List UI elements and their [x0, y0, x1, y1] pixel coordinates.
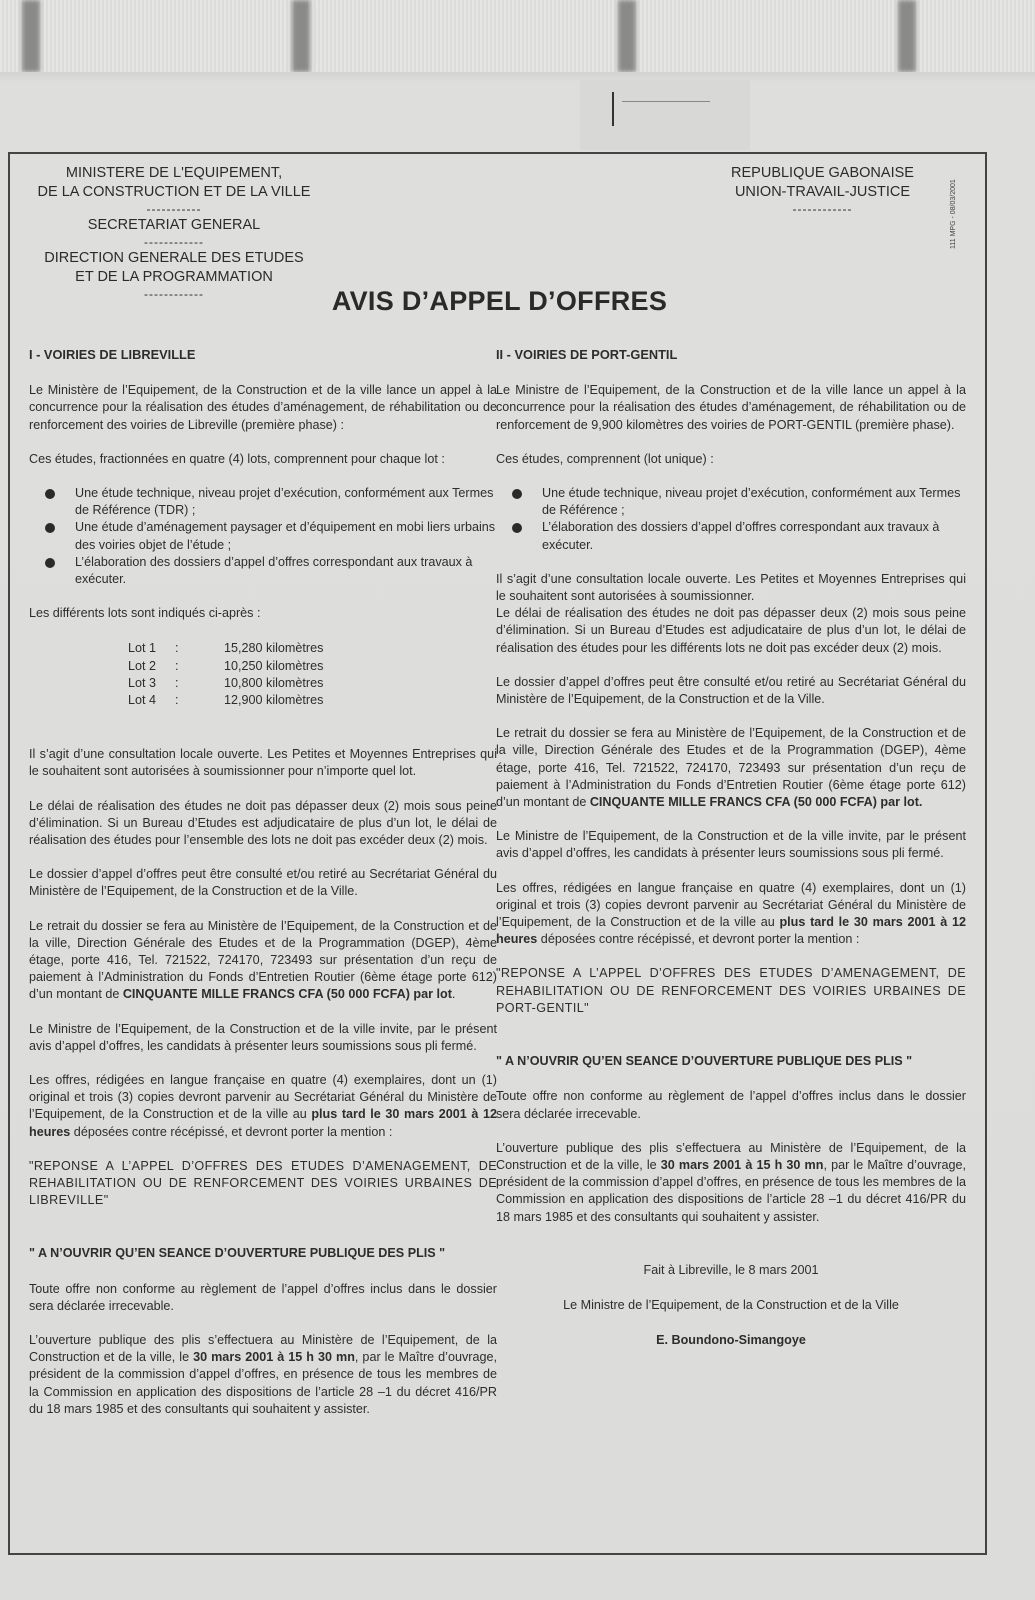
non-conforme-paragraph: Toute offre non conforme au règlement de l’appel d’offres inclus dans le dossier sera déclarée irrecevable. — [29, 1281, 497, 1313]
lot-length: 15,280 kilomètres — [224, 641, 324, 656]
submission-deadline: plus tard le 30 mars 2001 à 12 heures — [29, 1107, 497, 1139]
republic-header — [715, 164, 930, 216]
opening-date: 30 mars 2001 à 15 h 30 mn — [660, 1157, 824, 1172]
lot-row — [128, 640, 497, 657]
lot-separator: : — [175, 641, 179, 656]
offres-end: déposées contre récépissé, et devront porter la mention : — [537, 932, 860, 947]
list-item: L’élaboration des dossiers d’appel d’offres correspondant aux travaux à exécuter. — [75, 554, 497, 588]
ministry-header — [24, 164, 324, 301]
intro-paragraph: Le Ministre de l’Equipement, de la Construction et de la ville lance un appel à la concurrence pour la réalisation des études d’aménagement, de réhabilitation ou de renforcement de 9,900 kilomètres des voiries de PORT-GENTIL (première phase). — [496, 383, 966, 432]
fee-amount: CINQUANTE MILLE FRANCS CFA (50 000 FCFA) par lot — [122, 987, 452, 1002]
scan-shadow — [292, 0, 310, 72]
notice-title: AVIS D’APPEL D’OFFRES — [331, 286, 668, 316]
list-item: Une étude d’aménagement paysager et d’équipement en mobi liers urbains des voiries objet de l’étude ; — [75, 519, 497, 553]
motto: UNION-TRAVAIL-JUSTICE — [734, 184, 911, 200]
do-not-open-notice: " A N’OUVRIR QU’EN SEANCE D’OUVERTURE PUBLIQUE DES PLIS " — [496, 1054, 913, 1069]
list-item: Une étude technique, niveau projet d’exécution, conformément aux Termes de Référence (TDR) ; — [75, 485, 497, 519]
lot-name: Lot 1 — [128, 641, 157, 656]
do-not-open-notice: " A N’OUVRIR QU’EN SEANCE D’OUVERTURE PUBLIQUE DES PLIS " — [29, 1246, 446, 1261]
invite-paragraph: Le Ministre de l’Equipement, de la Construction et de la ville invite, par le présent avis d’appel d’offres, les candidats à présenter leurs soumissions sous pli fermé. — [496, 829, 966, 861]
section-heading: II - VOIRIES DE PORT-GENTIL — [496, 347, 678, 362]
deadline-paragraph: Le délai de réalisation des études ne doit pas dépasser deux (2) mois sous peine d’élimination. Si un Bureau d’Etudes est adjudicataire de plus d’un lot, le délai de réalisation des études pour l’ensemble des lots ne doit pas excéder deux (2) mois. — [29, 798, 497, 847]
direction-line2: ET DE LA PROGRAMMATION — [75, 269, 273, 285]
envelope-mention: "REPONSE A L’APPEL D’OFFRES DES ETUDES D’AMENAGEMENT, DE REHABILITATION OU DE RENFORCEMENT DES VOIRIES URBAINES DE PORT-GENTIL" — [496, 966, 966, 1015]
consultation-paragraph: Il s’agit d’une consultation locale ouverte. Les Petites et Moyennes Entreprises qui le souhaitent sont autorisées à soumissionner. — [496, 571, 966, 604]
tape-strip — [580, 80, 750, 150]
direction-line1: DIRECTION GENERALE DES ETUDES — [44, 250, 304, 266]
lots-intro: Ces études, fractionnées en quatre (4) lots, comprennent pour chaque lot : — [29, 451, 445, 466]
separator: ------------ — [792, 202, 853, 216]
envelope-mention: "REPONSE A L’APPEL D’OFFRES DES ETUDES D’AMENAGEMENT, DE REHABILITATION OU DE RENFORCEMENT DES VOIRIES URBAINES DE LIBREVILLE" — [29, 1158, 497, 1208]
scan-shadow — [618, 0, 636, 72]
offres-text: Les offres, rédigées en langue française en quatre (4) exemplaires, dont un (1) original et trois (3) copies devront parvenir au Secrétariat Général du Ministère de l’Equipement, de la Construction et de la ville au — [496, 880, 966, 930]
ouverture-text: L’ouverture publique des plis s’effectuera au Ministère de l’Equipement, de la Construction et de la ville, le — [496, 1140, 966, 1172]
lot-length: 10,250 kilomètres — [224, 658, 324, 673]
separator: ------------ — [144, 235, 204, 249]
lot-length: 12,900 kilomètres — [224, 693, 324, 707]
offres-paragraph — [29, 1072, 497, 1141]
lots-label: Les différents lots sont indiqués ci-après : — [29, 606, 261, 621]
non-conforme-paragraph: Toute offre non conforme au règlement de l’appel d’offres inclus dans le dossier sera déclarée irrecevable. — [496, 1089, 966, 1121]
lot-separator: : — [175, 675, 179, 690]
ouverture-end: , par le Maître d’ouvrage, président de la commission d’appel d’offres, en présence de tous les membres de la Commission en application des dispositions de l’article 28 –1 du décret 416/PR du 18 mars 1985 et des consultants qui souhaitent y assister. — [496, 1157, 966, 1224]
secretariat: SECRETARIAT GENERAL — [87, 217, 261, 233]
invite-paragraph: Le Ministre de l’Equipement, de la Construction et de la ville invite, par le présent avis d’appel d’offres, les candidats à présenter leurs soumissions sous pli fermé. — [29, 1021, 497, 1053]
fee-amount: CINQUANTE MILLE FRANCS CFA (50 000 FCFA) par lot. — [589, 795, 923, 810]
scan-shadow — [898, 0, 916, 72]
retrait-end: . — [451, 987, 456, 1002]
intro-paragraph: Le Ministère de l’Equipement, de la Construction et de la ville lance un appel à la concurrence pour la réalisation des études d’aménagement, de réhabilitation ou de renforcement des voiries de Libreville (première phase) : — [29, 383, 497, 432]
ouverture-paragraph — [29, 1332, 497, 1418]
section-port-gentil — [496, 346, 966, 1367]
tender-notice-frame — [8, 152, 987, 1555]
offres-text: Les offres, rédigées en langue française en quatre (4) exemplaires, dont un (1) original et trois (3) copies devront parvenir au Secrétariat Général du Ministère de l’Equipement, de la Construction et de la ville au — [29, 1073, 497, 1122]
study-list — [29, 485, 497, 588]
list-item: Une étude technique, niveau projet d’exécution, conformément aux Termes de Référence ; — [542, 485, 966, 519]
offres-end: déposées contre récépissé, et devront porter la mention : — [70, 1124, 393, 1139]
lots-table — [29, 640, 497, 709]
separator: ----------- — [146, 202, 202, 216]
publication-stamp: 111 MPG - 08/03/2001 — [950, 179, 957, 249]
offres-paragraph — [496, 880, 966, 949]
lots-intro: Ces études, comprennent (lot unique) : — [496, 451, 714, 466]
dossier-paragraph: Le dossier d’appel d’offres peut être consulté et/ou retiré au Secrétariat Général du Ministère de l’Equipement, de la Construction et de la Ville. — [496, 674, 966, 707]
lot-separator: : — [175, 658, 179, 673]
lot-length: 10,800 kilomètres — [224, 675, 324, 690]
lot-row — [128, 692, 497, 709]
lot-name: Lot 2 — [128, 658, 157, 673]
opening-date: 30 mars 2001 à 15 h 30 mn — [193, 1350, 355, 1365]
retrait-paragraph — [29, 918, 497, 1004]
signatory-name: E. Boundono-Simangoye — [656, 1333, 806, 1348]
separator: ------------ — [144, 287, 204, 301]
signatory-role: Le Ministre de l’Equipement, de la Construction et de la Ville — [563, 1297, 899, 1312]
place-date: Fait à Libreville, le 8 mars 2001 — [643, 1262, 819, 1277]
retrait-text: Le retrait du dossier se fera au Ministère de l’Equipement, de la Construction et de la ville, Direction Générale des Etudes et de la Programmation (DGEP), 4ème étage, porte 416, Tel. 721522, 724170, 723493 sur présentation d’un reçu de paiement à l’Administration du Fonds d’Entretien Routier (6ème étage porte 612) d’un montant de — [496, 726, 966, 810]
ministry-name-line2: DE LA CONSTRUCTION ET DE LA VILLE — [37, 184, 311, 200]
lot-name: Lot 4 — [128, 693, 157, 707]
scan-shadow — [22, 0, 40, 72]
lot-name: Lot 3 — [128, 675, 157, 690]
lot-row — [128, 675, 497, 692]
retrait-text: Le retrait du dossier se fera au Ministère de l’Equipement, de la Construction et de la ville, Direction Générale des Etudes et de la Programmation (DGEP), 4ème étage, porte 416, Tel. 721522, 724170, 723493 sur présentation d’un reçu de paiement à l’Administration du Fonds d’Entretien Routier (6ème étage porte 612) d’un montant de — [29, 918, 497, 1002]
lot-separator: : — [175, 693, 179, 707]
retrait-paragraph — [496, 725, 966, 811]
list-item: L’élaboration des dossiers d’appel d’offres correspondant aux travaux à exécuter. — [542, 519, 966, 553]
ouverture-end: , par le Maître d’ouvrage, président de la commission d’appel d’offres, en présence de tous les membres de la Commission en application des dispositions de l’article 28 –1 du décret 416/PR du 18 mars 1985 et des consultants qui souhaitent y assister. — [29, 1350, 497, 1416]
ink-line — [622, 101, 710, 102]
scan-background — [0, 0, 1035, 72]
ink-mark — [612, 92, 614, 126]
ouverture-paragraph — [496, 1140, 966, 1226]
republic-name: REPUBLIQUE GABONAISE — [731, 165, 914, 181]
consultation-paragraph: Il s’agit d’une consultation locale ouverte. Les Petites et Moyennes Entreprises qui le souhaitent sont autorisées à soumissionner pour n’importe quel lot. — [29, 747, 497, 779]
section-heading: I - VOIRIES DE LIBREVILLE — [29, 347, 196, 362]
study-list — [496, 485, 966, 554]
submission-deadline: plus tard le 30 mars 2001 à 12 heures — [496, 915, 966, 947]
ouverture-text: L’ouverture publique des plis s’effectuera au Ministère de l’Equipement, de la Construction et de la ville, le — [29, 1333, 497, 1365]
ministry-name-line1: MINISTERE DE L'EQUIPEMENT, — [65, 165, 283, 181]
deadline-paragraph: Le délai de réalisation des études ne doit pas dépasser deux (2) mois sous peine d’élimination. Si un Bureau d’Etudes est adjudicataire de plus d’un lot, le délai de réalisation des études pour les différents lots ne doit pas excéder deux (2) mois. — [496, 606, 966, 655]
lot-row — [128, 658, 497, 675]
dossier-paragraph: Le dossier d’appel d’offres peut être consulté et/ou retiré au Secrétariat Général du Ministère de l’Equipement, de la Construction et de la Ville. — [29, 867, 497, 899]
section-libreville — [29, 346, 497, 1435]
